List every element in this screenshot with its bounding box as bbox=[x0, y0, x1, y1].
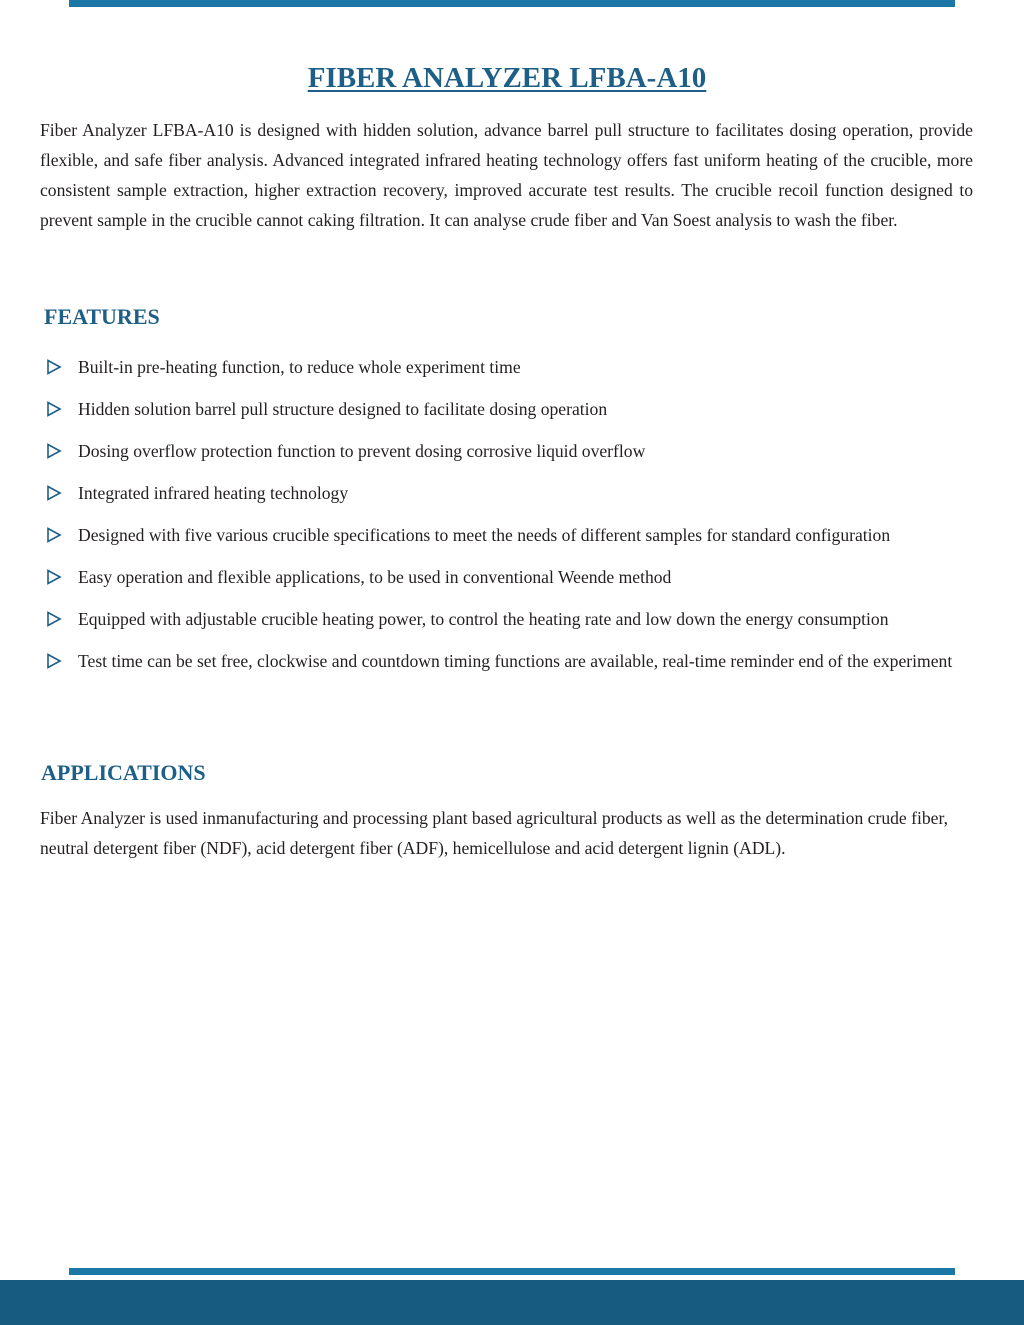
triangle-right-outline-icon bbox=[46, 611, 62, 627]
intro-paragraph: Fiber Analyzer LFBA-A10 is designed with hidden solution, advance barrel pull structure to facilitates dosing operation, provide flexible, and safe fiber analysis. Advanced integrated infrared heating technology offers fast uniform heating of the crucible, more consistent sample extraction, higher extraction recovery, improved accurate test results. The crucible recoil function designed to prevent sample in the crucible cannot caking filtration. It can analyse crude fiber and Van Soest analysis to wash the fiber. bbox=[40, 120, 973, 230]
feature-text: Dosing overflow protection function to prevent dosing corrosive liquid overflow bbox=[78, 441, 646, 461]
triangle-right-outline-icon bbox=[46, 359, 62, 375]
feature-item bbox=[0, 472, 1024, 514]
feature-item bbox=[0, 598, 1024, 640]
applications-paragraph: Fiber Analyzer is used inmanufacturing and processing plant based agricultural products as well as the determination crude fiber, neutral detergent fiber (NDF), acid detergent fiber (ADF), hemicellulose and acid detergent lignin (ADL). bbox=[40, 808, 949, 858]
triangle-right-outline-icon bbox=[46, 443, 62, 459]
feature-item bbox=[0, 556, 1024, 598]
bottom-rule bbox=[69, 1268, 955, 1275]
feature-item bbox=[0, 430, 1024, 472]
features-heading: FEATURES bbox=[44, 304, 160, 329]
feature-text: Test time can be set free, clockwise and countdown timing functions are available, real-time reminder end of the experiment bbox=[78, 651, 953, 671]
feature-text: Equipped with adjustable crucible heating power, to control the heating rate and low down the energy consumption bbox=[78, 609, 889, 629]
feature-text: Integrated infrared heating technology bbox=[78, 483, 349, 503]
feature-item bbox=[0, 388, 1024, 430]
features-list bbox=[0, 346, 1024, 724]
footer-band bbox=[0, 1280, 1024, 1325]
triangle-right-outline-icon bbox=[46, 401, 62, 417]
feature-item bbox=[0, 346, 1024, 388]
page-title: FIBER ANALYZER LFBA-A10 bbox=[307, 62, 707, 94]
triangle-right-outline-icon bbox=[46, 569, 62, 585]
top-rule bbox=[69, 0, 955, 7]
applications-heading: APPLICATIONS bbox=[41, 760, 206, 785]
triangle-right-outline-icon bbox=[46, 527, 62, 543]
feature-text: Hidden solution barrel pull structure designed to facilitate dosing operation bbox=[78, 399, 608, 419]
feature-item bbox=[0, 640, 1024, 724]
feature-text: Designed with five various crucible specifications to meet the needs of different samples for standard configuration bbox=[78, 525, 891, 545]
triangle-right-outline-icon bbox=[46, 653, 62, 669]
triangle-right-outline-icon bbox=[46, 485, 62, 501]
feature-text: Easy operation and flexible applications, to be used in conventional Weende method bbox=[78, 567, 672, 587]
feature-text: Built-in pre-heating function, to reduce whole experiment time bbox=[78, 357, 521, 377]
feature-item bbox=[0, 514, 1024, 556]
